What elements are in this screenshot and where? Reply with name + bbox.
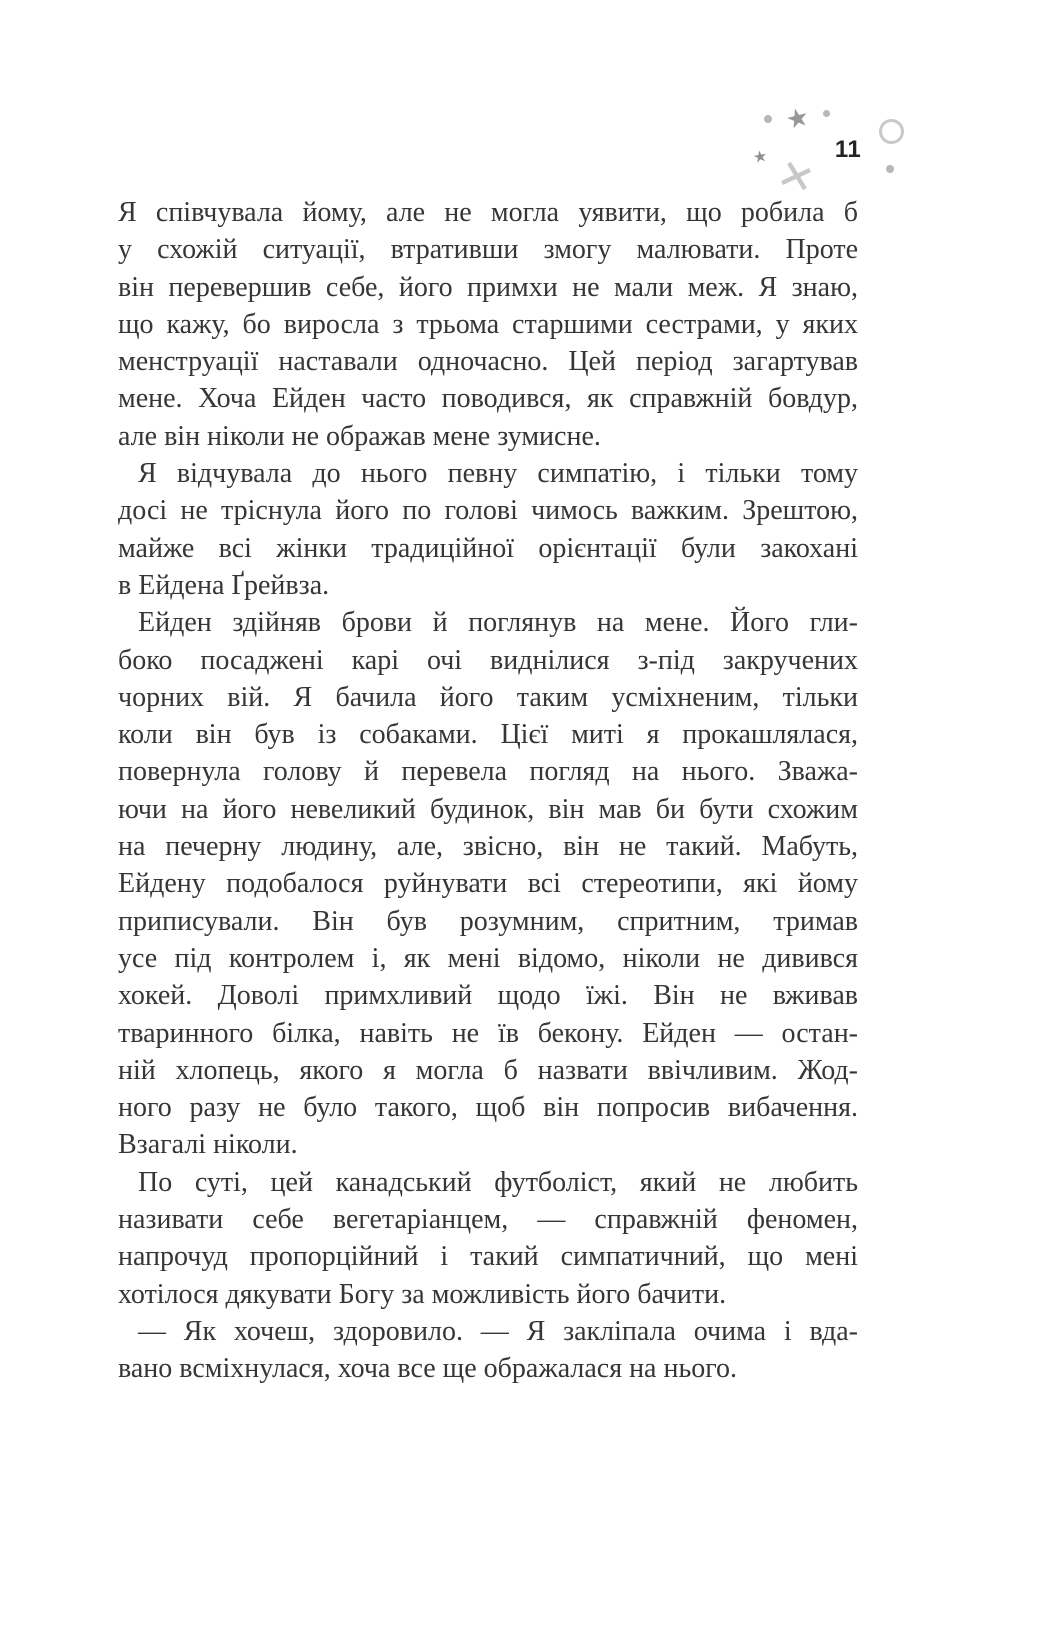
text-line: майже всі жінки традиційної орієнтації були закохані bbox=[118, 532, 858, 564]
dot-icon bbox=[886, 165, 894, 173]
text-line: вано всміхнулася, хоча все ще ображалася на нього. bbox=[118, 1353, 738, 1385]
text-line: на печерну людину, але, звісно, він не такий. Мабуть, bbox=[118, 831, 858, 863]
text-line: По суті, цей канадський футболіст, який не любить bbox=[138, 1166, 858, 1198]
dot-icon bbox=[764, 115, 772, 123]
text-line: Я відчувала до нього певну симпатію, і тільки тому bbox=[138, 458, 858, 490]
header-ornament bbox=[0, 0, 1040, 200]
text-line: хотілося дякувати Богу за можливість його бачити. bbox=[118, 1278, 727, 1310]
text-line: він перевершив себе, його примхи не мали меж. Я знаю, bbox=[118, 271, 858, 303]
text-line: мене. Хоча Ейден часто поводився, як справжній бовдур, bbox=[118, 383, 858, 415]
page-number: 11 bbox=[834, 136, 862, 163]
text-line: називати себе вегетаріанцем, — справжній феномен, bbox=[118, 1204, 858, 1236]
text-line: але він ніколи не ображав мене зумисне. bbox=[118, 420, 601, 452]
text-line: напрочуд пропорційний і такий симпатичний, що мені bbox=[118, 1241, 858, 1273]
text-line: ючи на його невеликий будинок, він мав би бути схожим bbox=[118, 793, 858, 825]
text-line: досі не тріснула його по голові чимось важким. Зрештою, bbox=[118, 495, 858, 527]
text-line: що кажу, бо виросла з трьома старшими сестрами, у яких bbox=[118, 308, 858, 340]
text-block bbox=[118, 194, 858, 1388]
text-line: чорних вій. Я бачила його таким усміхненим, тільки bbox=[118, 681, 858, 713]
circle-icon bbox=[879, 119, 904, 144]
text-line: Взагалі ніколи. bbox=[118, 1129, 298, 1161]
text-line: в Ейдена Ґрейвза. bbox=[118, 569, 330, 601]
text-line: у схожій ситуації, втративши змогу малювати. Проте bbox=[118, 234, 858, 266]
text-line: повернула голову й перевела погляд на нього. Зважа- bbox=[118, 756, 858, 788]
text-line: коли він був із собаками. Цієї миті я прокашлялася, bbox=[118, 719, 858, 751]
text-line: усе під контролем і, як мені відомо, ніколи не дивився bbox=[118, 942, 858, 974]
text-line: Ейден здійняв брови й поглянув на мене. Його гли- bbox=[138, 607, 858, 639]
text-line: — Як хочеш, здоровило. — Я закліпала очима і вда- bbox=[138, 1315, 858, 1347]
text-line: Я співчувала йому, але не могла уявити, що робила б bbox=[118, 197, 858, 228]
text-line: хокей. Доволі примхливий щодо їжі. Він не вживав bbox=[118, 980, 858, 1012]
star-icon: ★ bbox=[751, 145, 769, 168]
text-line: ній хлопець, якого я могла б назвати ввічливим. Жод- bbox=[118, 1054, 858, 1086]
text-line: боко посаджені карі очі виднілися з-під закручених bbox=[118, 644, 858, 676]
text-line: тваринного білка, навіть не їв бекону. Ейден — остан- bbox=[118, 1017, 858, 1049]
text-line: менструації наставали одночасно. Цей період загартував bbox=[118, 346, 858, 378]
x-mark-icon bbox=[779, 162, 813, 195]
text-line: приписували. Він був розумним, спритним, тримав bbox=[118, 905, 858, 937]
star-icon: ★ bbox=[782, 101, 813, 137]
text-line: Ейдену подобалося руйнувати всі стереотипи, які йому bbox=[118, 868, 858, 900]
dot-icon bbox=[823, 110, 830, 117]
text-line: ного разу не було такого, щоб він попросив вибачення. bbox=[118, 1092, 858, 1124]
